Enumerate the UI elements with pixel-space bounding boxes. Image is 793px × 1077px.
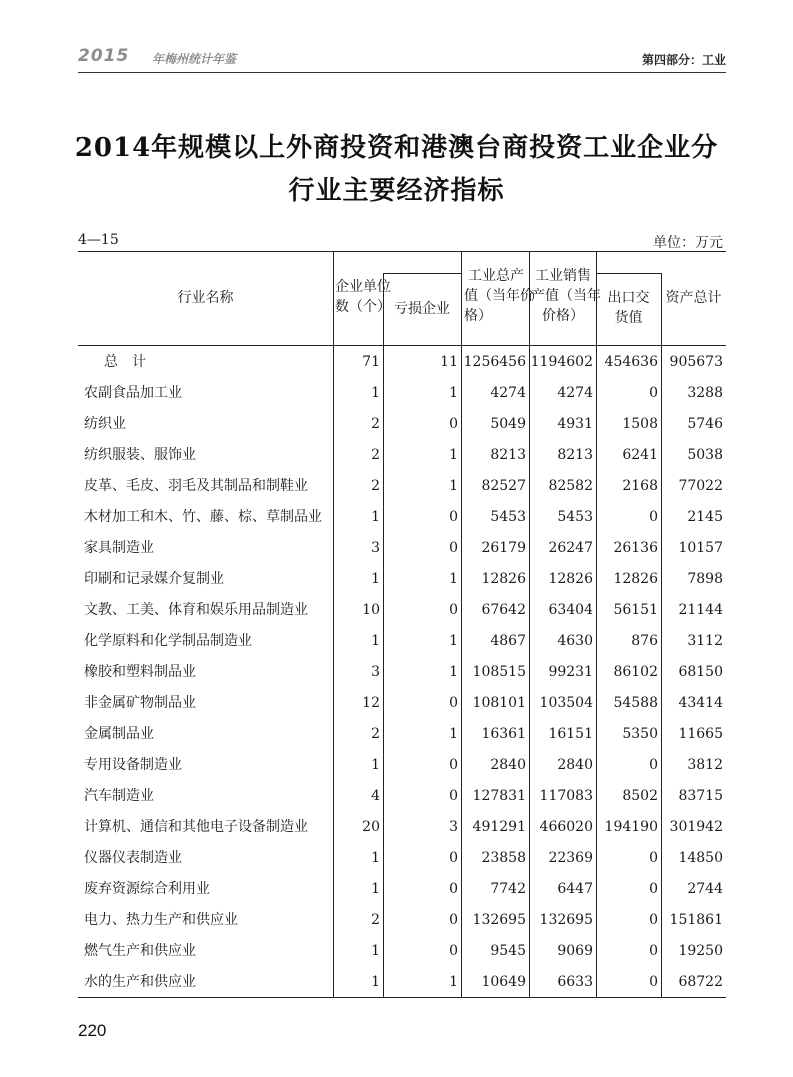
cell-assets: 7898 bbox=[687, 571, 723, 587]
cell-export: 0 bbox=[649, 757, 658, 773]
cell-enterprises: 2 bbox=[371, 726, 380, 742]
cell-sales: 103504 bbox=[539, 695, 593, 711]
header-industry: 行业名称 bbox=[177, 290, 234, 306]
cell-export: 194190 bbox=[604, 819, 658, 835]
cell-export: 12826 bbox=[613, 571, 658, 587]
cell-assets: 83715 bbox=[678, 788, 723, 804]
cell-loss: 3 bbox=[449, 819, 458, 835]
cell-loss: 0 bbox=[449, 850, 458, 866]
cell-enterprises: 2 bbox=[371, 912, 380, 928]
cell-export: 0 bbox=[649, 385, 658, 401]
cell-sales: 117083 bbox=[539, 788, 593, 804]
cell-output: 26179 bbox=[481, 540, 526, 556]
cell-export: 0 bbox=[649, 974, 658, 990]
cell-assets: 14850 bbox=[678, 850, 723, 866]
cell-assets: 10157 bbox=[678, 540, 723, 556]
cell-enterprises: 1 bbox=[371, 974, 380, 990]
cell-sales: 6447 bbox=[557, 881, 593, 897]
cell-export: 1508 bbox=[622, 416, 658, 432]
cell-loss: 0 bbox=[449, 602, 458, 618]
cell-sales: 22369 bbox=[548, 850, 593, 866]
table-row bbox=[78, 936, 726, 967]
cell-export: 876 bbox=[631, 633, 658, 649]
cell-enterprises: 1 bbox=[371, 385, 380, 401]
header-output bbox=[461, 266, 534, 326]
cell-output: 16361 bbox=[481, 726, 526, 742]
cell-enterprises: 2 bbox=[371, 416, 380, 432]
cell-name: 纺织业 bbox=[84, 416, 126, 432]
cell-export: 86102 bbox=[613, 664, 658, 680]
cell-assets: 77022 bbox=[678, 478, 723, 494]
cell-enterprises: 20 bbox=[362, 819, 380, 835]
header-output-line-3: 格） bbox=[464, 308, 492, 324]
cell-output: 23858 bbox=[481, 850, 526, 866]
cell-name: 汽车制造业 bbox=[84, 788, 154, 804]
cell-enterprises: 1 bbox=[371, 943, 380, 959]
unit-label: 单位：万元 bbox=[653, 235, 723, 251]
cell-loss: 1 bbox=[449, 478, 458, 494]
cell-assets: 3288 bbox=[687, 385, 723, 401]
cell-loss: 0 bbox=[449, 540, 458, 556]
cell-loss: 11 bbox=[440, 354, 458, 370]
cell-name: 专用设备制造业 bbox=[84, 757, 182, 773]
table-row bbox=[78, 440, 726, 471]
cell-name: 农副食品加工业 bbox=[84, 385, 182, 401]
cell-enterprises: 1 bbox=[371, 757, 380, 773]
cell-export: 0 bbox=[649, 509, 658, 525]
cell-name: 废弃资源综合利用业 bbox=[84, 881, 210, 897]
cell-output: 2840 bbox=[490, 757, 526, 773]
cell-enterprises: 1 bbox=[371, 571, 380, 587]
header-sales-line-3: 价格） bbox=[542, 308, 584, 324]
cell-export: 0 bbox=[649, 881, 658, 897]
cell-loss: 1 bbox=[449, 385, 458, 401]
cell-export: 5350 bbox=[622, 726, 658, 742]
cell-output: 10649 bbox=[481, 974, 526, 990]
table-row bbox=[78, 905, 726, 936]
cell-output: 127831 bbox=[472, 788, 526, 804]
cell-enterprises: 12 bbox=[362, 695, 380, 711]
cell-name: 皮革、毛皮、羽毛及其制品和制鞋业 bbox=[84, 478, 308, 494]
header-output-line-2: 值（当年价 bbox=[464, 288, 534, 304]
cell-enterprises: 71 bbox=[362, 354, 380, 370]
data-table bbox=[78, 251, 726, 998]
cell-sales: 6633 bbox=[557, 974, 593, 990]
cell-name: 化学原料和化学制品制造业 bbox=[84, 633, 252, 649]
cell-enterprises: 2 bbox=[371, 447, 380, 463]
table-row bbox=[78, 843, 726, 874]
cell-assets: 301942 bbox=[669, 819, 723, 835]
cell-enterprises: 2 bbox=[371, 478, 380, 494]
table-row bbox=[78, 471, 726, 502]
cell-assets: 5746 bbox=[687, 416, 723, 432]
table-row bbox=[78, 874, 726, 905]
table-total-row bbox=[78, 347, 726, 378]
cell-export: 8502 bbox=[622, 788, 658, 804]
header-output-line-1: 工业总产 bbox=[468, 268, 524, 284]
cell-output: 5049 bbox=[490, 416, 526, 432]
cell-enterprises: 1 bbox=[371, 633, 380, 649]
table-row bbox=[78, 781, 726, 812]
cell-name: 文教、工美、体育和娱乐用品制造业 bbox=[84, 602, 308, 618]
table-row bbox=[78, 533, 726, 564]
cell-loss: 0 bbox=[449, 943, 458, 959]
cell-export: 2168 bbox=[622, 478, 658, 494]
page-number: 220 bbox=[78, 1021, 107, 1040]
cell-enterprises: 4 bbox=[371, 788, 380, 804]
table-row bbox=[78, 688, 726, 719]
header-sub-rule-2 bbox=[596, 273, 661, 274]
table-row bbox=[78, 967, 726, 998]
cell-loss: 0 bbox=[449, 881, 458, 897]
table-row bbox=[78, 626, 726, 657]
cell-loss: 0 bbox=[449, 788, 458, 804]
cell-output: 108515 bbox=[472, 664, 526, 680]
header-bottom-rule bbox=[78, 345, 726, 346]
cell-loss: 0 bbox=[449, 912, 458, 928]
cell-loss: 0 bbox=[449, 757, 458, 773]
cell-sales: 466020 bbox=[539, 819, 593, 835]
cell-sales: 1194602 bbox=[530, 354, 593, 370]
cell-export: 6241 bbox=[622, 447, 658, 463]
table-row bbox=[78, 657, 726, 688]
cell-output: 12826 bbox=[481, 571, 526, 587]
cell-name: 纺织服装、服饰业 bbox=[84, 447, 196, 463]
section-label: 第四部分：工业 bbox=[641, 53, 726, 67]
cell-loss: 1 bbox=[449, 447, 458, 463]
cell-sales: 8213 bbox=[557, 447, 593, 463]
cell-sales: 4931 bbox=[557, 416, 593, 432]
table-title-line-1: 2014年规模以上外商投资和港澳台商投资工业企业分 bbox=[74, 133, 719, 163]
cell-enterprises: 3 bbox=[371, 664, 380, 680]
cell-name: 非金属矿物制品业 bbox=[84, 695, 196, 711]
cell-assets: 2744 bbox=[687, 881, 723, 897]
table-row bbox=[78, 409, 726, 440]
cell-loss: 0 bbox=[449, 416, 458, 432]
table-row bbox=[78, 564, 726, 595]
header-sales bbox=[529, 266, 601, 326]
running-header bbox=[78, 44, 726, 73]
cell-sales: 5453 bbox=[557, 509, 593, 525]
cell-assets: 2145 bbox=[687, 509, 723, 525]
header-sales-line-2: 产值（当年 bbox=[531, 288, 601, 304]
cell-output: 9545 bbox=[490, 943, 526, 959]
cell-loss: 0 bbox=[449, 509, 458, 525]
cell-output: 4867 bbox=[490, 633, 526, 649]
cell-assets: 151861 bbox=[669, 912, 723, 928]
table-row bbox=[78, 502, 726, 533]
cell-sales: 99231 bbox=[548, 664, 593, 680]
cell-assets: 5038 bbox=[687, 447, 723, 463]
header-export bbox=[596, 288, 661, 328]
cell-output: 108101 bbox=[472, 695, 526, 711]
table-row bbox=[78, 378, 726, 409]
cell-output: 8213 bbox=[490, 447, 526, 463]
cell-loss: 1 bbox=[449, 571, 458, 587]
table-title-line-2: 行业主要经济指标 bbox=[288, 176, 505, 206]
cell-sales: 4630 bbox=[557, 633, 593, 649]
cell-loss: 1 bbox=[449, 726, 458, 742]
cell-name: 计算机、通信和其他电子设备制造业 bbox=[84, 819, 308, 835]
cell-export: 54588 bbox=[613, 695, 658, 711]
cell-name: 仪器仪表制造业 bbox=[84, 850, 182, 866]
cell-output: 5453 bbox=[490, 509, 526, 525]
cell-assets: 68722 bbox=[678, 974, 723, 990]
cell-loss: 1 bbox=[449, 633, 458, 649]
cell-assets: 19250 bbox=[678, 943, 723, 959]
cell-assets: 3812 bbox=[687, 757, 723, 773]
header-sub-rule-1 bbox=[383, 273, 461, 274]
header-loss: 亏损企业 bbox=[394, 301, 450, 317]
header-enterprises-line-2: 数（个） bbox=[335, 299, 391, 315]
cell-name: 燃气生产和供应业 bbox=[84, 943, 196, 959]
cell-name: 总 计 bbox=[104, 354, 146, 370]
cell-sales: 12826 bbox=[548, 571, 593, 587]
cell-assets: 68150 bbox=[678, 664, 723, 680]
cell-output: 67642 bbox=[481, 602, 526, 618]
cell-export: 0 bbox=[649, 850, 658, 866]
header-export-line-1: 出口交 bbox=[607, 290, 650, 306]
table-row bbox=[78, 595, 726, 626]
cell-assets: 43414 bbox=[678, 695, 723, 711]
cell-assets: 21144 bbox=[678, 602, 723, 618]
cell-output: 7742 bbox=[490, 881, 526, 897]
cell-sales: 82582 bbox=[548, 478, 593, 494]
cell-output: 491291 bbox=[472, 819, 526, 835]
cell-enterprises: 1 bbox=[371, 881, 380, 897]
cell-export: 0 bbox=[649, 943, 658, 959]
cell-name: 金属制品业 bbox=[84, 726, 154, 742]
table-row bbox=[78, 719, 726, 750]
cell-export: 0 bbox=[649, 912, 658, 928]
table-row bbox=[78, 750, 726, 781]
cell-name: 水的生产和供应业 bbox=[84, 974, 196, 990]
cell-enterprises: 10 bbox=[362, 602, 380, 618]
table-top-rule bbox=[78, 251, 726, 252]
cell-name: 印刷和记录媒介复制业 bbox=[84, 571, 224, 587]
cell-name: 木材加工和木、竹、藤、棕、草制品业 bbox=[84, 509, 322, 525]
cell-assets: 905673 bbox=[669, 354, 723, 370]
cell-name: 电力、热力生产和供应业 bbox=[84, 912, 238, 928]
table-number: 4—15 bbox=[78, 232, 119, 248]
cell-enterprises: 1 bbox=[371, 850, 380, 866]
cell-enterprises: 1 bbox=[371, 509, 380, 525]
cell-loss: 1 bbox=[449, 974, 458, 990]
cell-export: 56151 bbox=[613, 602, 658, 618]
cell-output: 82527 bbox=[481, 478, 526, 494]
cell-sales: 26247 bbox=[548, 540, 593, 556]
cell-export: 26136 bbox=[613, 540, 658, 556]
yearbook-year-mark: 2015 bbox=[78, 46, 130, 66]
cell-loss: 1 bbox=[449, 664, 458, 680]
cell-sales: 2840 bbox=[557, 757, 593, 773]
table-row bbox=[78, 812, 726, 843]
cell-export: 454636 bbox=[604, 354, 658, 370]
cell-sales: 63404 bbox=[548, 602, 593, 618]
header-enterprises-line-1: 企业单位 bbox=[335, 279, 391, 295]
yearbook-title: 年梅州统计年鉴 bbox=[152, 52, 237, 66]
cell-sales: 16151 bbox=[548, 726, 593, 742]
cell-loss: 0 bbox=[449, 695, 458, 711]
cell-sales: 132695 bbox=[539, 912, 593, 928]
header-assets: 资产总计 bbox=[665, 290, 722, 306]
cell-output: 1256456 bbox=[463, 354, 526, 370]
header-sales-line-1: 工业销售 bbox=[535, 268, 591, 284]
cell-name: 橡胶和塑料制品业 bbox=[84, 664, 196, 680]
cell-sales: 4274 bbox=[557, 385, 593, 401]
cell-name: 家具制造业 bbox=[84, 540, 154, 556]
cell-output: 132695 bbox=[472, 912, 526, 928]
cell-assets: 11665 bbox=[678, 726, 723, 742]
cell-enterprises: 3 bbox=[371, 540, 380, 556]
cell-output: 4274 bbox=[490, 385, 526, 401]
cell-sales: 9069 bbox=[557, 943, 593, 959]
header-export-line-2: 货值 bbox=[614, 310, 643, 326]
cell-assets: 3112 bbox=[687, 633, 723, 649]
